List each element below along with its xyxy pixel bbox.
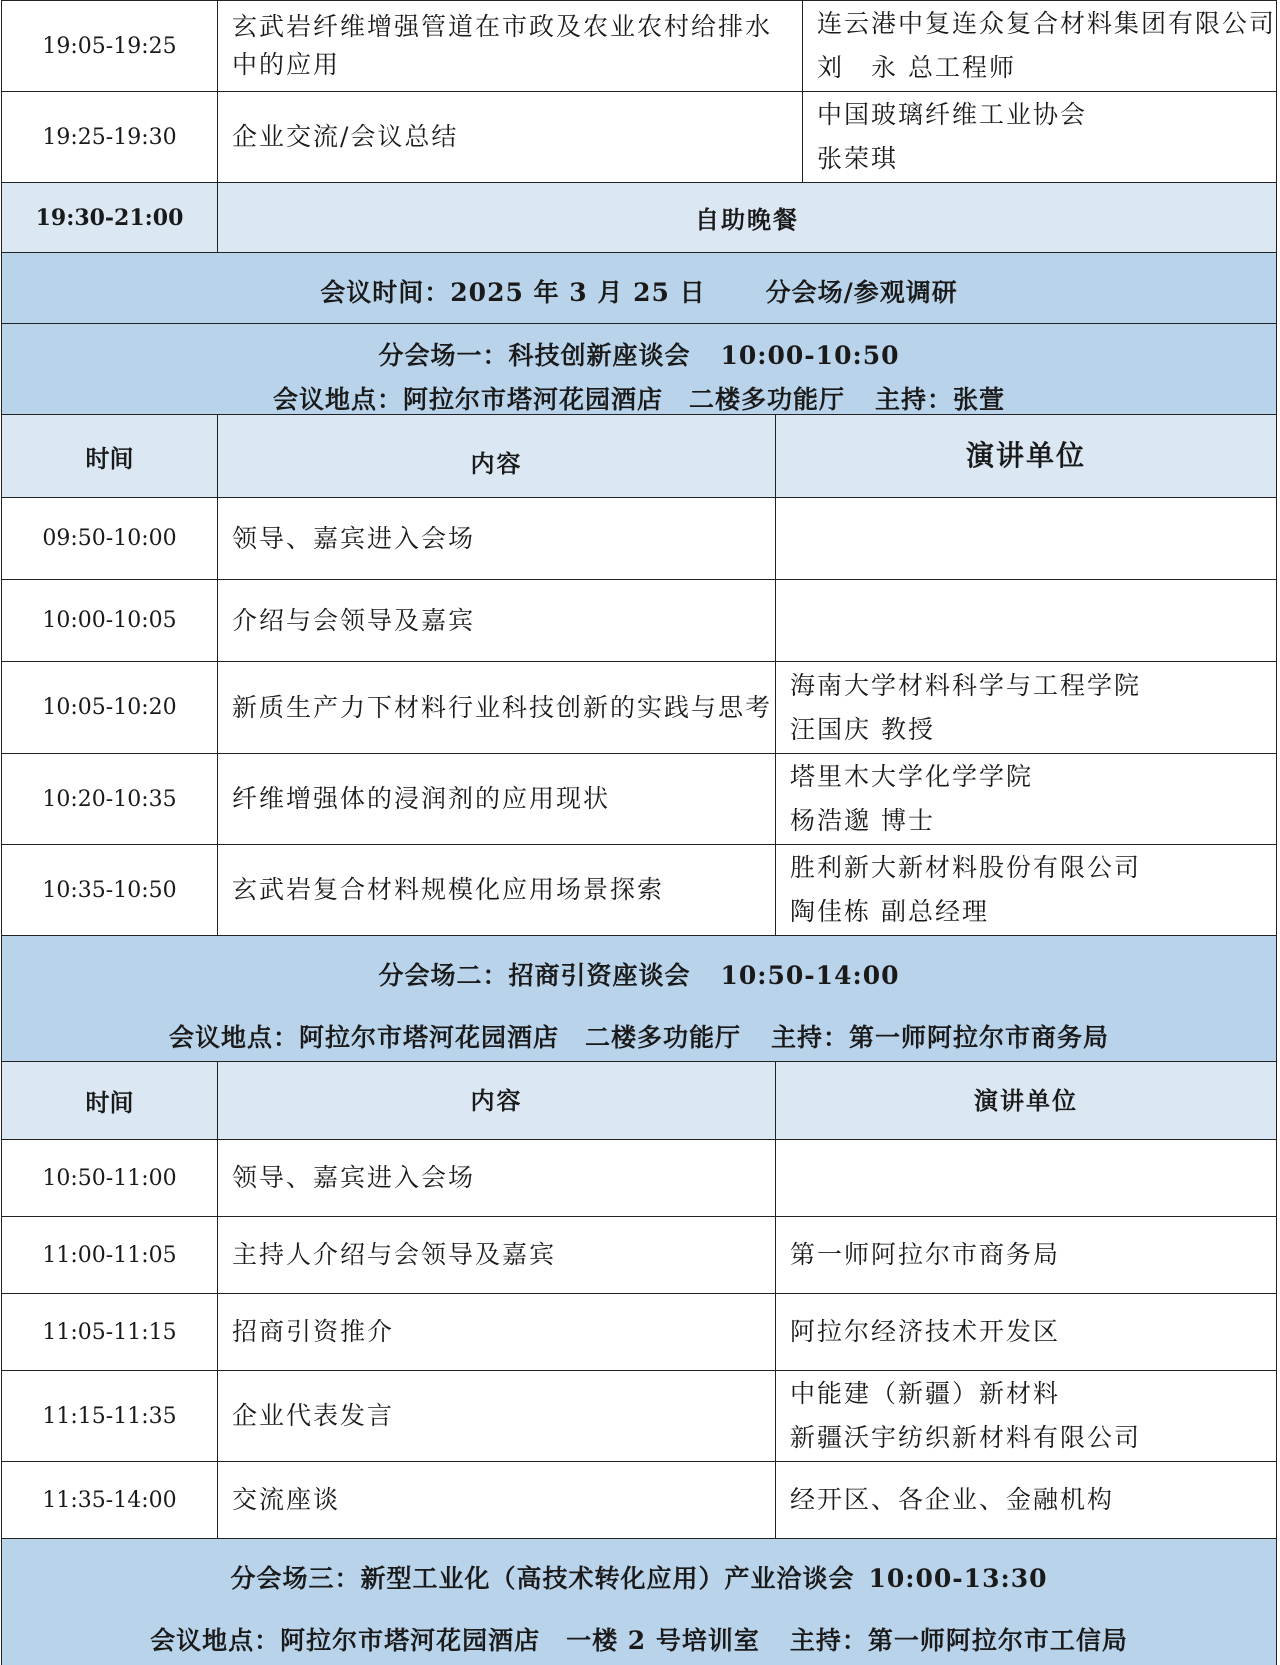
- table-row: [1, 1140, 1277, 1217]
- table-row: [1, 498, 1277, 580]
- unit-cell: [802, 92, 1276, 182]
- unit-cell: [775, 1217, 1276, 1293]
- content-cell: 企业交流/会议总结: [217, 92, 802, 182]
- unit-line: 阿拉尔经济技术开发区: [790, 1317, 1061, 1346]
- unit-line: 胜利新大新材料股份有限公司: [790, 853, 1142, 882]
- table-row: [1, 1217, 1277, 1294]
- unit-line: 海南大学材料科学与工程学院: [790, 670, 1142, 700]
- unit-line: 刘 永 总工程师: [817, 53, 1016, 82]
- meeting-date: 会议时间：2025 年 3 月 25 日: [320, 278, 706, 307]
- time-cell: 10:35-10:50: [42, 877, 177, 903]
- col-time-header: 时间: [85, 444, 134, 473]
- unit-line: 第一师阿拉尔市商务局: [790, 1240, 1061, 1269]
- unit-cell: [775, 1462, 1276, 1538]
- content-cell: 玄武岩复合材料规模化应用场景探索: [217, 845, 775, 935]
- unit-line: 陶佳栋 副总经理: [790, 897, 989, 926]
- session-venue: 会议地点：阿拉尔市塔河花园酒店 一楼 2 号培训室: [150, 1626, 760, 1655]
- table-row: [1, 662, 1277, 754]
- content-cell: 主持人介绍与会领导及嘉宾: [217, 1217, 775, 1293]
- session-title: 分会场二：招商引资座谈会: [378, 961, 691, 990]
- day-header: [1, 253, 1277, 324]
- col-content-header: 内容: [217, 415, 775, 497]
- table-row: [1, 754, 1277, 845]
- content-cell: 纤维增强体的浸润剂的应用现状: [217, 754, 775, 844]
- dinner-label: [217, 183, 1276, 252]
- content-cell: 领导、嘉宾进入会场: [217, 498, 775, 579]
- session-venue: 会议地点：阿拉尔市塔河花园酒店 二楼多功能厅: [272, 385, 845, 414]
- time-cell: 11:05-11:15: [42, 1319, 177, 1345]
- content-cell: 新质生产力下材料行业科技创新的实践与思考: [217, 662, 775, 753]
- session-title: 分会场三：新型工业化（高技术转化应用）产业洽谈会: [230, 1564, 855, 1593]
- time-cell: 10:20-10:35: [42, 786, 177, 812]
- time-cell: 10:00-10:05: [42, 608, 177, 633]
- time-cell: 10:05-10:20: [42, 695, 177, 720]
- table-row: [1, 0, 1277, 92]
- time-cell: 10:50-11:00: [42, 1165, 177, 1191]
- unit-cell: [775, 754, 1276, 844]
- session2-column-header: [1, 1062, 1277, 1140]
- time-cell: 11:15-11:35: [42, 1403, 177, 1429]
- session-host: 主持：张萱: [875, 385, 1006, 414]
- time-cell: 11:35-14:00: [42, 1487, 177, 1513]
- meeting-type: 分会场/参观调研: [765, 278, 958, 307]
- session-time: 10:50-14:00: [720, 961, 900, 990]
- session-title: 分会场一：科技创新座谈会: [378, 341, 691, 370]
- time-cell: 09:50-10:00: [42, 526, 177, 551]
- table-row: [1, 1294, 1277, 1371]
- unit-cell: [775, 1371, 1276, 1461]
- unit-line: 塔里木大学化学学院: [790, 762, 1034, 791]
- unit-line: 中国玻璃纤维工业协会: [817, 100, 1088, 129]
- unit-line: 新疆沃宇纺织新材料有限公司: [790, 1423, 1142, 1452]
- session1-header: [1, 324, 1277, 415]
- content-cell: 玄武岩纤维增强管道在市政及农业农村给排水中的应用: [217, 1, 802, 91]
- col-unit-header: 演讲单位: [775, 1062, 1276, 1139]
- content-cell: 招商引资推介: [217, 1294, 775, 1370]
- unit-line: 杨浩邈 博士: [790, 806, 935, 835]
- dinner-row: [1, 183, 1277, 253]
- session-host: 主持：第一师阿拉尔市商务局: [771, 1023, 1110, 1052]
- unit-cell: [775, 662, 1276, 753]
- session2-title-line: [2, 956, 1276, 992]
- content-cell: 企业代表发言: [217, 1371, 775, 1461]
- unit-line: 张荣琪: [817, 144, 899, 173]
- session2-venue-line: [2, 1018, 1276, 1054]
- unit-line: 中能建（新疆）新材料: [790, 1379, 1061, 1408]
- content-cell: 交流座谈: [217, 1462, 775, 1538]
- unit-cell: [775, 498, 1276, 579]
- session1-column-header: [1, 415, 1277, 498]
- table-row: [1, 1462, 1277, 1539]
- time-cell: 19:05-19:25: [42, 33, 177, 59]
- time-cell: 19:30-21:00: [35, 204, 184, 231]
- session3-header: [1, 1539, 1277, 1665]
- session2-header: [1, 936, 1277, 1062]
- session-time: 10:00-13:30: [868, 1564, 1048, 1593]
- table-row: [1, 845, 1277, 936]
- unit-line: 汪国庆 教授: [790, 714, 935, 744]
- col-unit-header: 演讲单位: [775, 415, 1276, 497]
- col-content-header: 内容: [217, 1062, 775, 1139]
- unit-cell: [802, 1, 1276, 91]
- unit-cell: [775, 1140, 1276, 1216]
- session-host: 主持：第一师阿拉尔市工信局: [789, 1626, 1128, 1655]
- day-header-text: [2, 273, 1276, 309]
- unit-cell: [775, 845, 1276, 935]
- table-row: [1, 92, 1277, 183]
- content-cell: 介绍与会领导及嘉宾: [217, 580, 775, 661]
- unit-cell: [775, 580, 1276, 661]
- session1-venue-line: [2, 380, 1276, 416]
- content-cell: 领导、嘉宾进入会场: [217, 1140, 775, 1216]
- session1-title-line: [2, 336, 1276, 372]
- session-time: 10:00-10:50: [720, 341, 900, 370]
- table-row: [1, 1371, 1277, 1462]
- time-cell: 11:00-11:05: [42, 1242, 177, 1268]
- col-time-header: 时间: [85, 1088, 134, 1117]
- session3-venue-line: [2, 1621, 1276, 1657]
- unit-line: 经开区、各企业、金融机构: [790, 1485, 1115, 1514]
- table-row: [1, 580, 1277, 662]
- session-venue: 会议地点：阿拉尔市塔河花园酒店 二楼多功能厅: [168, 1023, 741, 1052]
- dinner-text: 自助晚餐: [695, 205, 799, 234]
- time-cell: 19:25-19:30: [42, 124, 177, 150]
- session3-title-line: [2, 1559, 1276, 1595]
- unit-cell: [775, 1294, 1276, 1370]
- unit-line: 连云港中复连众复合材料集团有限公司: [817, 9, 1277, 38]
